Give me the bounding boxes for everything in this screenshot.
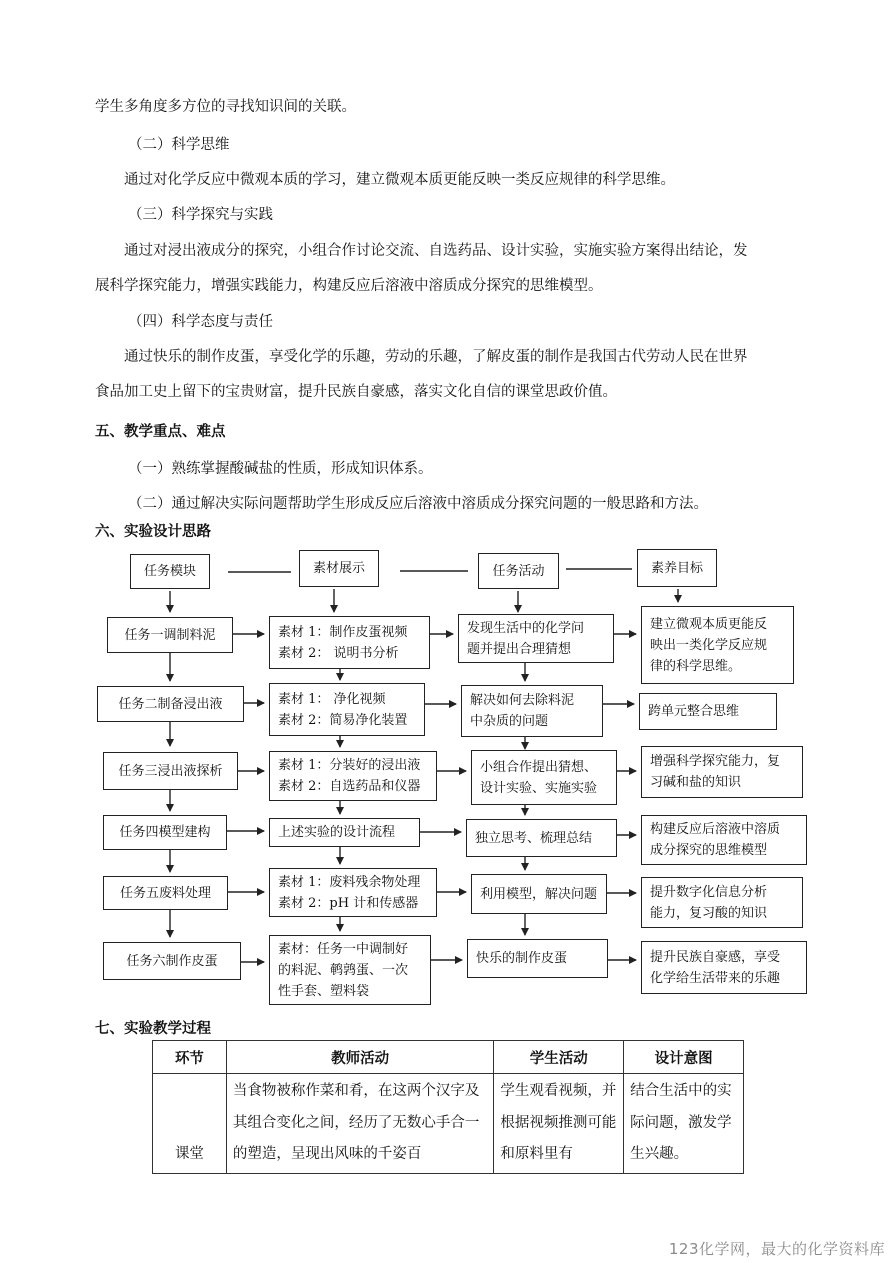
flow-task-5: 任务五废料处理: [103, 876, 228, 910]
flow-task-1: 任务一调制料泥: [107, 617, 233, 653]
col-header-student: 学生活动: [494, 1041, 624, 1074]
section-attitude-body-2: 食品加工史上留下的宝贵财富，提升民族自豪感，落实文化自信的课堂思政价值。: [95, 384, 617, 400]
flow-header-goal: 素养目标: [637, 549, 717, 587]
flow-header-material: 素材展示: [299, 550, 379, 587]
table-row: [153, 1074, 744, 1174]
process-table: [152, 1040, 744, 1174]
flow-material-4: 上述实验的设计流程: [269, 818, 420, 847]
flow-material-2: 素材 1： 净化视频 素材 2：简易净化装置: [269, 683, 425, 736]
site-footer: 123化学网，最大的化学资料库: [668, 1240, 885, 1258]
process-heading: 七、实验教学过程: [95, 1021, 211, 1037]
section-inquiry-title: （三）科学探究与实践: [128, 207, 273, 223]
section-attitude-body-1: 通过快乐的制作皮蛋，享受化学的乐趣，劳动的乐趣，了解皮蛋的制作是我国古代劳动人民在世界: [124, 349, 748, 365]
key-point-1: （一）熟练掌握酸碱盐的性质，形成知识体系。: [128, 461, 433, 477]
flow-goal-5: 提升数字化信息分析 能力，复习酸的知识: [641, 877, 803, 928]
design-heading: 六、实验设计思路: [95, 524, 211, 540]
flow-activity-6: 快乐的制作皮蛋: [467, 939, 608, 978]
flow-goal-3: 增强科学探究能力，复 习碱和盐的知识: [641, 746, 803, 798]
flow-material-1: 素材 1：制作皮蛋视频 素材 2： 说明书分析: [269, 616, 430, 669]
flow-header-activity: 任务活动: [478, 553, 559, 589]
flow-goal-4: 构建反应后溶液中溶质 成分探究的思维模型: [641, 815, 807, 865]
key-points-heading: 五、教学重点、难点: [95, 424, 226, 440]
cell-teacher: 当食物被称作菜和肴，在这两个汉字及其组合变化之间，经历了无数心手合一的塑造，呈现出风味的千姿百: [226, 1074, 493, 1174]
flow-material-3: 素材 1：分装好的浸出液 素材 2：自选药品和仪器: [269, 751, 437, 801]
flow-material-6: 素材：任务一中调制好 的料泥、鹌鹑蛋、一次 性手套、塑料袋: [269, 935, 431, 1005]
cell-stage: 课堂: [153, 1074, 227, 1174]
section-inquiry-body-1: 通过对浸出液成分的探究，小组合作讨论交流、自选药品、设计实验，实施实验方案得出结论，发: [124, 243, 748, 259]
flow-task-6: 任务六制作皮蛋: [103, 942, 241, 980]
section-thinking-body: 通过对化学反应中微观本质的学习，建立微观本质更能反映一类反应规律的科学思维。: [124, 172, 675, 188]
col-header-stage: 环节: [153, 1041, 227, 1074]
section-thinking-title: （二）科学思维: [128, 137, 230, 153]
col-header-teacher: 教师活动: [226, 1041, 493, 1074]
flow-activity-4: 独立思考、梳理总结: [466, 819, 617, 857]
flow-task-2: 任务二制备浸出液: [97, 686, 244, 722]
key-point-2: （二）通过解决实际问题帮助学生形成反应后溶液中溶质成分探究问题的一般思路和方法。: [128, 496, 708, 512]
flow-activity-1: 发现生活中的化学问 题并提出合理猜想: [458, 614, 614, 663]
flow-goal-2: 跨单元整合思维: [639, 693, 777, 730]
flow-material-5: 素材 1：废料残余物处理 素材 2：pH 计和传感器: [269, 868, 437, 917]
col-header-intent: 设计意图: [624, 1041, 744, 1074]
intro-line: 学生多角度多方位的寻找知识间的关联。: [95, 99, 356, 115]
flow-header-task-module: 任务模块: [130, 554, 210, 589]
flow-activity-3: 小组合作提出猜想、 设计实验、实施实验: [471, 750, 617, 805]
flow-activity-2: 解决如何去除料泥 中杂质的问题: [461, 685, 603, 737]
flow-task-3: 任务三浸出液探析: [103, 752, 238, 790]
flow-goal-6: 提升民族自豪感，享受 化学给生活带来的乐趣: [641, 941, 807, 994]
cell-student: 学生观看视频，并根据视频推测可能和原料里有: [494, 1074, 624, 1174]
section-inquiry-body-2: 展科学探究能力，增强实践能力，构建反应后溶液中溶质成分探究的思维模型。: [95, 278, 603, 294]
cell-intent: 结合生活中的实际问题，激发学生兴趣。: [624, 1074, 744, 1174]
table-header-row: [153, 1041, 744, 1074]
flow-activity-5: 利用模型，解决问题: [471, 874, 607, 914]
flow-goal-1: 建立微观本质更能反 映出一类化学反应规 律的科学思维。: [641, 606, 794, 684]
section-attitude-title: （四）科学态度与责任: [128, 314, 273, 330]
flow-task-4: 任务四模型建构: [103, 815, 227, 850]
